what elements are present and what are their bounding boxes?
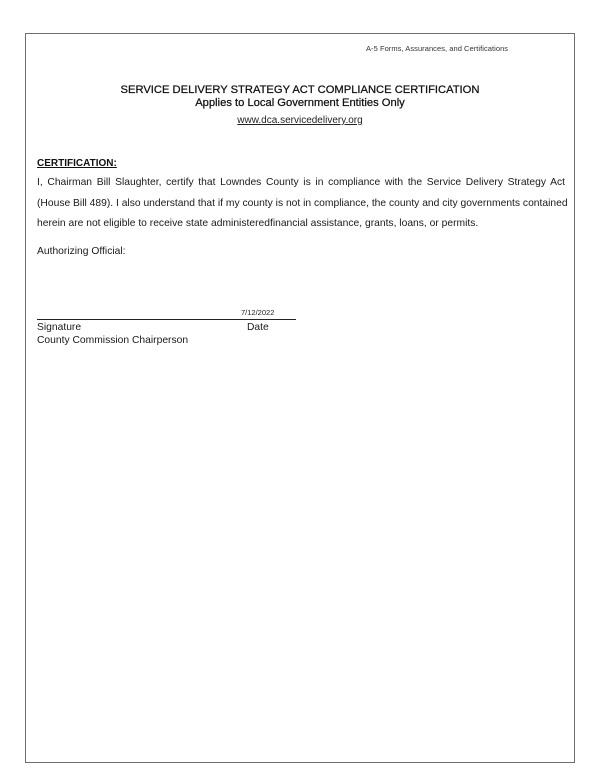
- document-title: SERVICE DELIVERY STRATEGY ACT COMPLIANCE CERTIFICATION: [120, 84, 480, 96]
- page-frame: [25, 33, 575, 763]
- date-label: Date: [247, 322, 269, 333]
- website-link[interactable]: www.dca.servicedelivery.org: [237, 115, 363, 126]
- paragraph-line: I, Chairman Bill Slaughter, certify that Lowndes County is in compliance with the Service Delivery Strategy Act: [37, 177, 565, 188]
- title-block: [0, 84, 600, 128]
- paragraph-line: (House Bill 489). I also understand that if my county is not in compliance, the county and city governments contained: [37, 197, 568, 209]
- authorizing-official-label: Authorizing Official:: [37, 246, 126, 257]
- date-value: 7/12/2022: [241, 308, 275, 317]
- document-subtitle: Applies to Local Government Entities Only: [195, 97, 405, 109]
- certification-heading: CERTIFICATION:: [37, 158, 117, 169]
- paragraph-line: herein are not eligible to receive state administeredfinancial assistance, grants, loans, or permits.: [37, 218, 479, 229]
- signature-line: [37, 319, 296, 320]
- header-note: A-5 Forms, Assurances, and Certifications: [366, 44, 509, 53]
- signature-label: Signature: [37, 322, 82, 333]
- official-title: County Commission Chairperson: [37, 335, 189, 346]
- certification-paragraph: [37, 173, 568, 235]
